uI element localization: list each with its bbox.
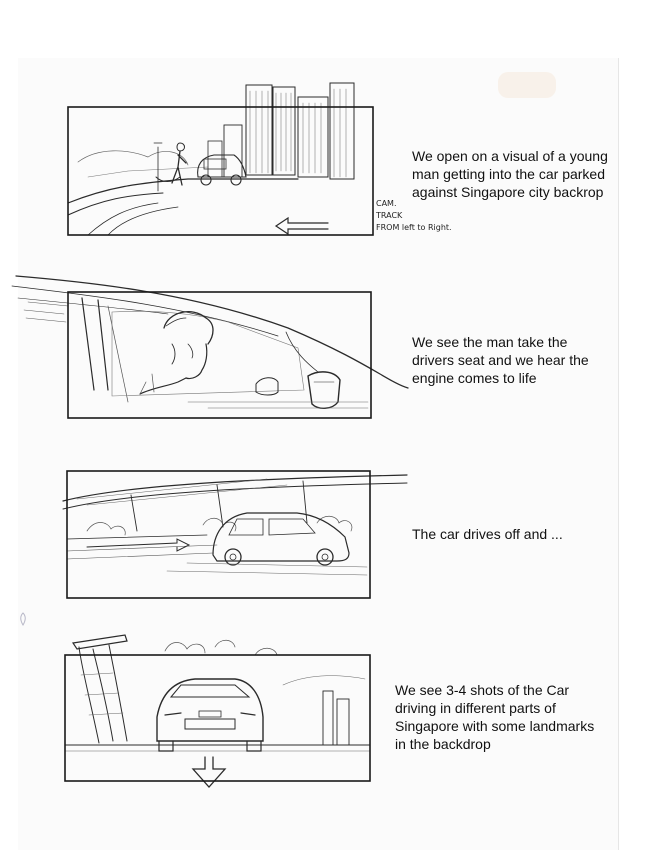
caption-frame-1: We open on a visual of a young man getting into the car parked against Singapore city backrop [412, 148, 608, 200]
storyboard-panel-1 [68, 107, 373, 235]
caption-frame-3: The car drives off and ... [412, 526, 563, 542]
storyboard-panel-4 [65, 655, 370, 781]
pin-mark-icon [18, 612, 28, 626]
paper-stain [498, 72, 556, 98]
panel-3-sketch [67, 471, 370, 598]
storyboard-panel-3 [67, 471, 370, 598]
panel-1-sketch [68, 107, 373, 235]
caption-frame-4: We see 3-4 shots of the Car driving in different parts of Singapore with some landmarks in the backdrop [395, 682, 595, 752]
panel-2-sketch [68, 292, 371, 418]
camera-annotation-frame-1: CAM. TRACK FROM left to Right. [376, 199, 452, 232]
caption-frame-2: We see the man take the drivers seat and we hear the engine comes to life [412, 334, 589, 386]
panel-4-sketch [65, 655, 370, 781]
storyboard-panel-2 [68, 292, 371, 418]
